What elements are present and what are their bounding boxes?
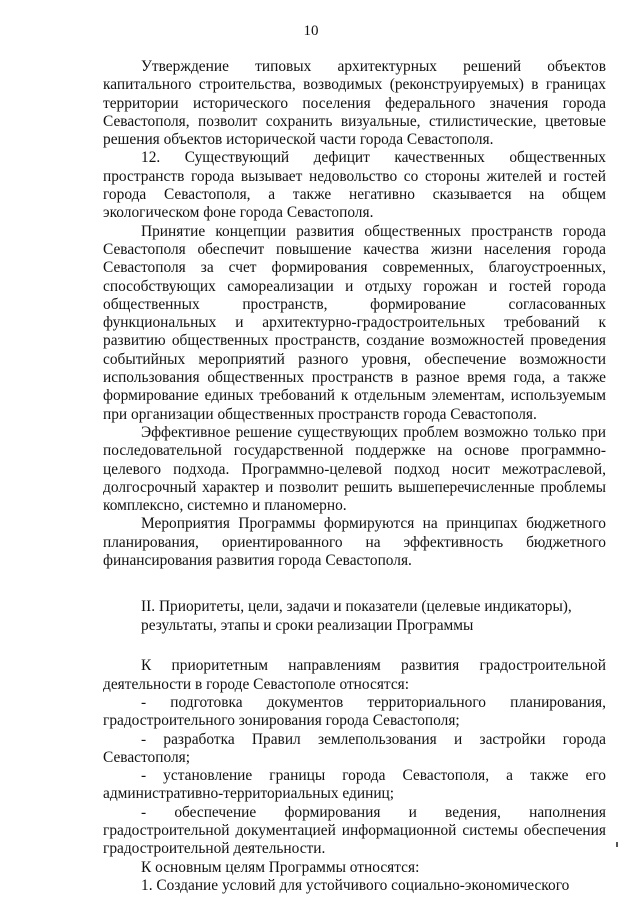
section-heading-line-2: результаты, этапы и сроки реализации Программы (141, 617, 474, 635)
paragraph-public-spaces-concept: Принятие концепции развития общественных пространств города Севастополя обеспечит повышение качества жизни населения города Севастополя за счет формирования современных, благоустроенных, способствующих самореализации и отдыху горожан и гостей города общественных пространств, формирование согласованных функциональных и архитектурно-градостроительных требований к развитию общественных пространств, создание возможностей проведения событийных мероприятий разного уровня, обеспечение возможности использования общественных пространств в разное время года, а также формирование единых требований к отдельным элементам, используемым при организации общественных пространств города Севастополя. (103, 222, 606, 423)
goal-item: 1. Создание условий для устойчивого социально-экономического (141, 876, 570, 894)
goals-intro: К основным целям Программы относятся: (141, 858, 420, 876)
section-heading-line-1: II. Приоритеты, цели, задачи и показатели (целевые индикаторы), (141, 598, 572, 616)
paragraph-public-spaces-deficit: 12. Существующий дефицит качественных общественных пространств города вызывает недовольство со стороны жителей и гостей города Севастополя, а также негативно сказывается на общем экологическом фоне города Севастополя. (103, 149, 606, 222)
scan-edge-mark (616, 842, 618, 847)
document-body (103, 58, 606, 895)
spacer (103, 570, 606, 597)
paragraph-architectural-solutions: Утверждение типовых архитектурных решений объектов капитального строительства, возводимых (реконструируемых) в границах территории исторического поселения федерального значения города Севастополя, позволит сохранить визуальные, стилистические, цветовые решения объектов исторической части города Севастополя. (103, 58, 606, 149)
section-heading (103, 597, 606, 635)
spacer (103, 635, 606, 657)
page-number: 10 (303, 23, 319, 39)
priority-item: - разработка Правил землепользования и застройки города Севастополя; (103, 730, 606, 766)
priority-item: - подготовка документов территориального планирования, градостроительного зонирования города Севастополя; (103, 693, 606, 730)
priorities-intro: К приоритетным направлениям развития градостроительной деятельности в городе Севастополе относятся: (103, 657, 606, 693)
paragraph-program-target-approach: Эффективное решение существующих проблем возможно только при последовательной государственной поддержке на основе программно-целевого подхода. Программно-целевой подход носит межотраслевой, долгосрочный характер и позволит решить вышеперечисленные проблемы комплексно, системно и планомерно. (103, 423, 606, 515)
priority-item: - обеспечение формирования и ведения, наполнения градостроительной документацией информационной системы обеспечения градостроительной деятельности. (103, 803, 606, 858)
priority-item: - установление границы города Севастополя, а также его административно-территориальных единиц; (103, 767, 606, 803)
paragraph-budget-planning: Мероприятия Программы формируются на принципах бюджетного планирования, ориентированного на эффективность бюджетного финансирования развития города Севастополя. (103, 515, 606, 570)
